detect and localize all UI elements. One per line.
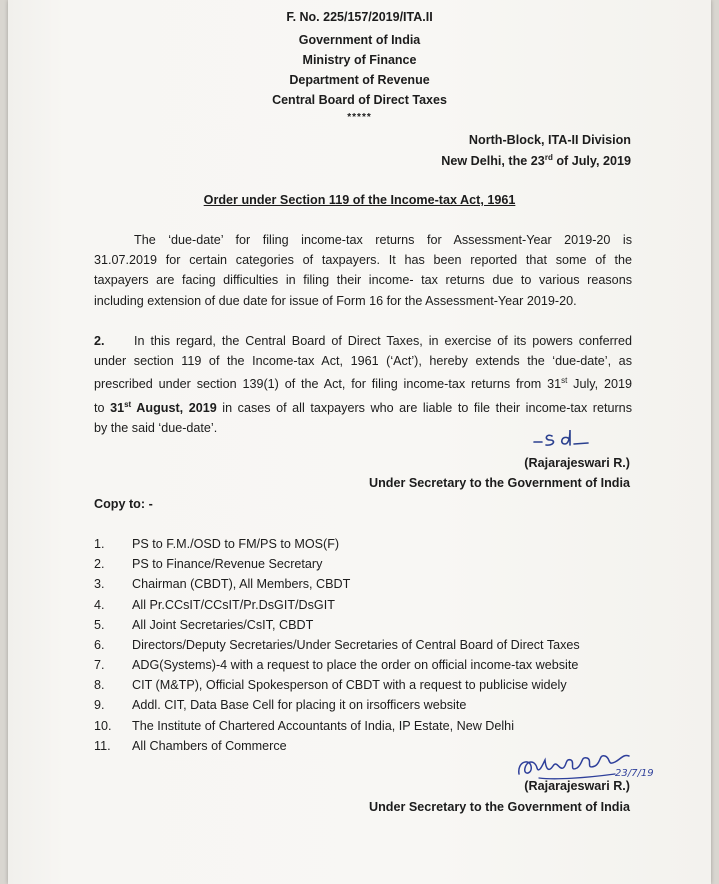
paragraph-1 xyxy=(94,230,632,311)
order-title: Order under Section 119 of the Income-tax Act, 1961 xyxy=(203,193,516,207)
svg-text:23/7/19: 23/7/19 xyxy=(615,768,654,779)
paragraph-1-line: including extension of due date for issue of Form 16 for the Assessment-Year 2019-20. xyxy=(94,293,577,308)
file-number: F. No. 225/157/2019/ITA.II xyxy=(286,10,433,24)
header-stars: ***** xyxy=(347,112,372,123)
list-item: All Chambers of Commerce xyxy=(132,739,287,753)
list-item-number: 11. xyxy=(94,739,111,753)
signatory-name: (Rajarajeswari R.) xyxy=(524,456,630,470)
copy-to-label: Copy to: - xyxy=(94,497,153,511)
signatory-name-2: (Rajarajeswari R.) xyxy=(524,779,630,793)
list-item: Addl. CIT, Data Base Cell for placing it on irsofficers website xyxy=(132,698,467,712)
list-item-number: 4. xyxy=(94,598,105,612)
paragraph-1-line: The ‘due-date’ for filing income-tax returns for Assessment-Year 2019-20 is xyxy=(134,233,632,247)
handwritten-sd-signature xyxy=(532,427,592,456)
list-item: CIT (M&TP), Official Spokesperson of CBDT with a request to publicise widely xyxy=(132,678,567,692)
header-department: Department of Revenue xyxy=(289,73,430,87)
list-item-number: 7. xyxy=(94,658,105,672)
paragraph-1-line: 31.07.2019 for certain categories of taxpayers. It has been reported that some of the xyxy=(94,253,632,268)
list-item-number: 6. xyxy=(94,638,105,652)
list-item: PS to Finance/Revenue Secretary xyxy=(132,557,323,571)
header-ministry: Ministry of Finance xyxy=(302,53,417,67)
paragraph-2 xyxy=(94,331,632,438)
list-item: ADG(Systems)-4 with a request to place the order on official income-tax website xyxy=(132,658,579,672)
paragraph-2-line: to 31st August, 2019 in cases of all taxpayers who are liable to file their income-tax returns xyxy=(94,399,632,415)
list-item: Chairman (CBDT), All Members, CBDT xyxy=(132,577,351,591)
paragraph-2-line: under section 119 of the Income-tax Act, 1961 (‘Act’), hereby extends the ‘due-date’, as xyxy=(94,354,632,369)
order-date: New Delhi, the 23rd of July, 2019 xyxy=(441,153,631,169)
list-item-number: 8. xyxy=(94,678,105,692)
paragraph-2-line: prescribed under section 139(1) of the Act, for filing income-tax returns from 31st July, 2019 xyxy=(94,376,632,392)
paragraph-2-line: In this regard, the Central Board of Direct Taxes, in exercise of its powers conferred xyxy=(134,334,632,348)
signatory-designation-2: Under Secretary to the Government of India xyxy=(368,800,630,814)
paragraph-2-line: by the said ‘due-date’. xyxy=(94,421,218,436)
list-item: Directors/Deputy Secretaries/Under Secretaries of Central Board of Direct Taxes xyxy=(132,638,580,652)
list-item-number: 2. xyxy=(94,557,105,571)
list-item-number: 1. xyxy=(94,537,105,551)
list-item-number: 10. xyxy=(94,719,112,733)
list-item-number: 3. xyxy=(94,577,105,591)
office-location: North-Block, ITA-II Division xyxy=(468,133,631,147)
header-government: Government of India xyxy=(298,33,421,47)
list-item-number: 5. xyxy=(94,618,105,632)
list-item-number: 9. xyxy=(94,698,105,712)
list-item: All Joint Secretaries/CsIT, CBDT xyxy=(132,618,314,632)
paragraph-1-line: taxpayers are facing difficulties in filing their income- tax returns due to various reasons xyxy=(94,273,632,288)
list-item: PS to F.M./OSD to FM/PS to MOS(F) xyxy=(132,537,340,551)
list-item: The Institute of Chartered Accountants of India, IP Estate, New Delhi xyxy=(132,719,514,733)
list-item: All Pr.CCsIT/CCsIT/Pr.DsGIT/DsGIT xyxy=(132,598,335,612)
paragraph-2-number: 2. xyxy=(94,334,105,348)
signatory-designation: Under Secretary to the Government of India xyxy=(368,476,630,490)
header-board: Central Board of Direct Taxes xyxy=(272,93,447,107)
